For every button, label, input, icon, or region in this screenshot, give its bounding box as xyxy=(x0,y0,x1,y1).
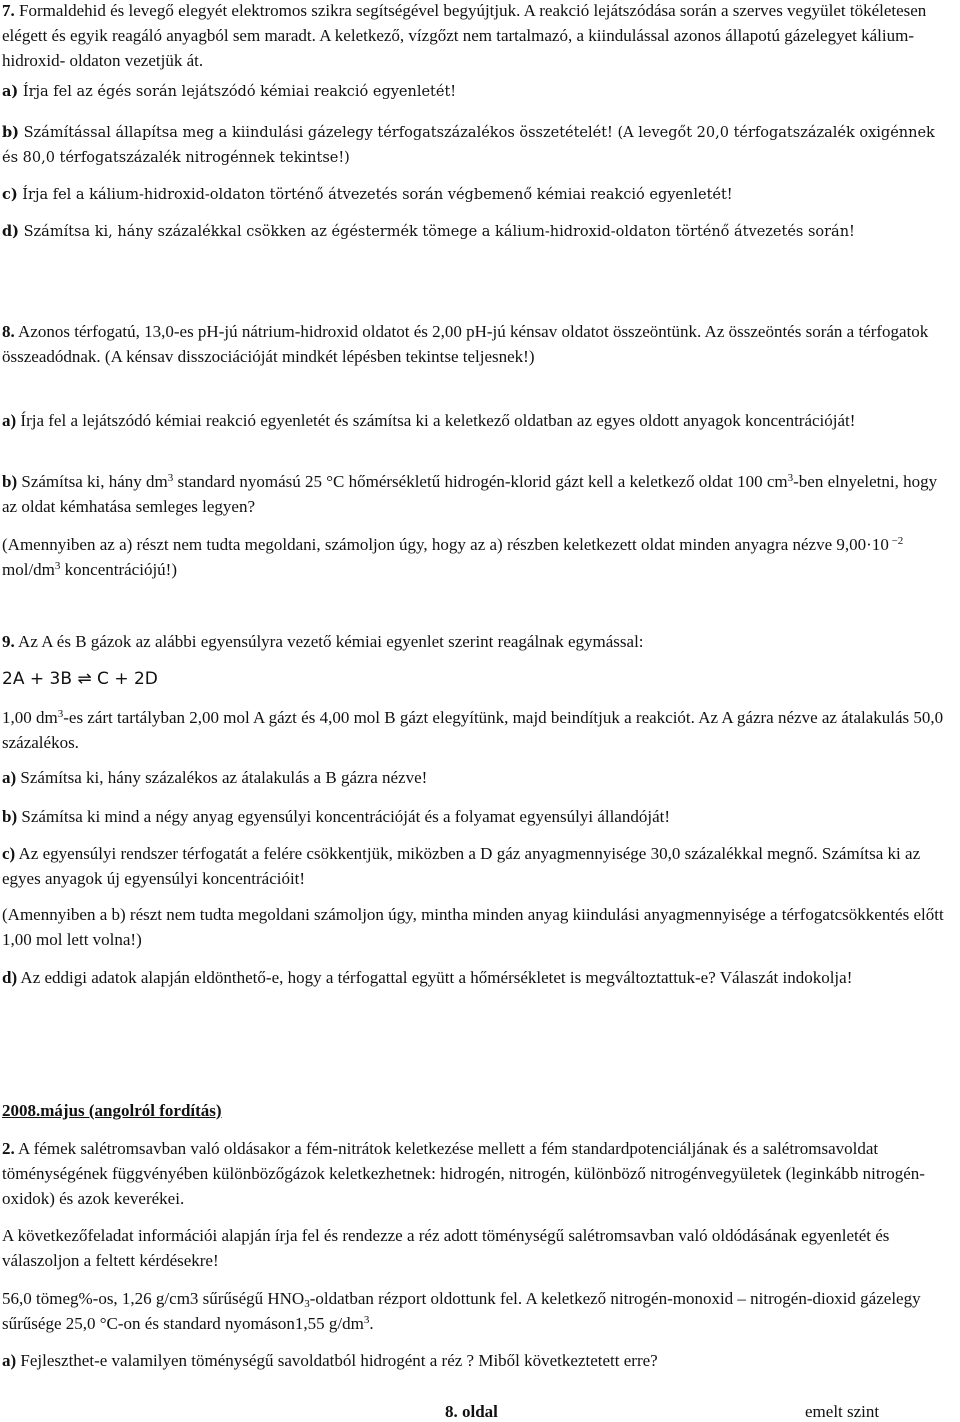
q7-text: Formaldehid és levegő elegyét elektromos szikra segítségével begyújtjuk. A reakció lejátszódása során a szerves vegyület tökéletesen elégett és egyik reagáló anyagból sem maradt. A keletkező, vízgőzt nem tartalmazó, a kiindulással azonos állapotú gázelegyet kálium-hidroxid- oldaton vezetjük át. xyxy=(2,1,927,70)
equilibrium-arrow-icon: ⇌ xyxy=(77,669,92,689)
q2-stem xyxy=(2,1136,954,1211)
q9-c-text: Az egyensúlyi rendszer térfogatát a felére csökkentjük, miközben a D gáz anyagmennyisége 30,0 százalékkal megnő. Számítsa ki az egyes anyagok új egyensúlyi koncentrációit! xyxy=(2,844,921,888)
q9-b-label: b) xyxy=(2,807,18,826)
q7-part-c xyxy=(2,182,954,208)
q7-d-text: Számítsa ki, hány százalékkal csökken az égéstermék tömege a kálium-hidroxid-oldaton történő átvezetés során! xyxy=(19,224,855,240)
q9-part-a xyxy=(2,765,954,790)
q9-c-label: c) xyxy=(2,844,16,863)
q7-b-note: (A levegőt 20,0 térfogatszázalék oxigénnek és 80,0 térfogatszázalék nitrogénnek tekintse!) xyxy=(2,125,935,166)
q8-a-label: a) xyxy=(2,411,17,430)
q9-stem xyxy=(2,629,954,654)
q7-a-text: Írja fel az égés során lejátszódó kémiai reakció egyenletét! xyxy=(18,84,457,100)
q2-text: A fémek salétromsavban való oldásakor a fém-nitrátok keletkezése mellett a fém standardpotenciáljának és a salétromsavoldat töménységének függvényében különbözőgázok keletkezhetnek: hidrogén, nitrogén, különböző nitrogénvegyületek (leginkább nitrogén-oxidok) és azok keverékei. xyxy=(2,1139,925,1208)
q9-equation xyxy=(2,667,954,692)
page-number: 8. oldal xyxy=(445,1402,498,1421)
q7-c-label: c) xyxy=(2,186,18,203)
q9-d-label: d) xyxy=(2,968,18,987)
q9-a-label: a) xyxy=(2,768,17,787)
q8-b-text-2: standard nyomású 25 °C hőmérsékletű hidrogén-klorid gázt kell a keletkező oldat 100 cm xyxy=(173,472,788,491)
q2-number: 2. xyxy=(2,1139,15,1158)
q7-d-label: d) xyxy=(2,223,19,240)
q7-b-text: Számítással állapítsa meg a kiindulási gázelegy térfogatszázalékos összetételét! xyxy=(19,125,613,141)
q9-a-text: Számítsa ki, hány százalékos az átalakulás a B gázra nézve! xyxy=(16,768,428,787)
q9-b-text: Számítsa ki mind a négy anyag egyensúlyi koncentrációját és a folyamat egyensúlyi állandóját! xyxy=(17,807,671,826)
q2-intro: A következőfeladat információi alapján írja fel és rendezze a réz adott töménységű salétromsavban való oldódásának egyenletét és válaszoljon a feltett kérdésekre! xyxy=(2,1226,890,1270)
q7-a-label: a) xyxy=(2,83,19,100)
section-heading: 2008.május (angolról fordítás) xyxy=(2,1101,222,1120)
q8-a-text: Írja fel a lejátszódó kémiai reakció egyenletét és számítsa ki a keletkező oldatban az egyes oldott anyagok koncentrációját! xyxy=(16,411,856,430)
q7-stem xyxy=(2,0,954,73)
q2-data-text-3: . xyxy=(369,1314,374,1333)
q2-data-sub: 3 xyxy=(304,1298,310,1310)
q9-part-b xyxy=(2,804,954,829)
q8-b-label: b) xyxy=(2,472,18,491)
q2-data-sup: 3 xyxy=(363,1314,370,1326)
q9-part-c xyxy=(2,841,954,891)
q8-note-sup: −2 xyxy=(888,535,904,547)
q8-stem xyxy=(2,319,954,369)
q9-note: (Amennyiben a b) részt nem tudta megoldani számoljon úgy, mintha minden anyag kiindulási anyagmennyisége a térfogatcsökkentés előtt 1,00 mol lett volna!) xyxy=(2,905,944,949)
q8-b-text-1: Számítsa ki, hány dm xyxy=(17,472,168,491)
q9-setup xyxy=(2,705,954,755)
q8-number: 8. xyxy=(2,322,15,341)
q9-setup-text-2: -es zárt tartályban 2,00 mol A gázt és 4,00 mol B gázt elegyítünk, majd beindítjuk a reakciót. Az A gázra nézve az átalakulás 50,0 százalékos. xyxy=(2,708,944,752)
q9-d-text: Az eddigi adatok alapján eldönthető-e, hogy a térfogattal együtt a hőmérsékletet is megváltoztattuk-e? Válaszát indokolja! xyxy=(17,968,853,987)
q8-b-text-3: -ben elnyeletni, hogy az oldat kémhatása semleges legyen? xyxy=(2,472,938,516)
q7-number: 7. xyxy=(2,1,15,20)
q2-data-text-1: 56,0 tömeg%-os, 1,26 g/cm3 sűrűségű HNO xyxy=(2,1289,305,1308)
q9-setup-sup: 3 xyxy=(57,708,64,720)
q2-a-text: Fejleszthet-e valamilyen töménységű savoldatból hidrogént a réz ? Miből következtetett erre? xyxy=(16,1351,658,1370)
q2-a-label: a) xyxy=(2,1351,17,1370)
q2-data xyxy=(2,1286,954,1336)
q8-b-sup-2: 3 xyxy=(787,472,794,484)
q7-part-a xyxy=(2,79,954,105)
q9-setup-text-1: 1,00 dm xyxy=(2,708,58,727)
q8-note-text-2: mol/dm xyxy=(2,560,55,579)
exam-level: emelt szint xyxy=(805,1402,880,1421)
q8-text: Azonos térfogatú, 13,0-es pH-jú nátrium-hidroxid oldatot és 2,00 pH-jú kénsav oldatot összeöntünk. Az összeöntés során a térfogatok összeadódnak. (A kénsav disszociációját mindkét lépésben tekintse teljesnek!) xyxy=(2,322,929,366)
q7-part-d xyxy=(2,219,954,245)
q8-note-text-1: (Amennyiben az a) részt nem tudta megoldani, számoljon úgy, hogy az a) részben keletkezett oldat minden anyagra nézve 9,00·10 xyxy=(2,535,889,554)
q2-data-text-2: -oldatban rézport oldottunk fel. A keletkező nitrogén-monoxid – nitrogén-dioxid gázelegy sűrűsége 25,0 °C-on és standard nyomáson1,55 g/dm xyxy=(2,1289,921,1333)
q8-note-sup-2: 3 xyxy=(54,560,61,572)
q7-c-text: Írja fel a kálium-hidroxid-oldaton történő átvezetés során végbemenő kémiai reakció egyenletét! xyxy=(17,187,733,203)
q7-part-b xyxy=(2,120,954,171)
q9-eq-right: C + 2D xyxy=(97,669,158,689)
q8-part-b xyxy=(2,469,954,519)
q9-text: Az A és B gázok az alábbi egyensúlyra vezető kémiai egyenlet szerint reagálnak egymással: xyxy=(14,632,644,651)
q2-part-a xyxy=(2,1348,954,1373)
q9-eq-left: 2A + 3B xyxy=(2,669,72,689)
q8-note xyxy=(2,532,954,582)
q8-b-sup-1: 3 xyxy=(167,472,174,484)
q8-note-text-3: koncentrációjú!) xyxy=(60,560,177,579)
q9-part-d xyxy=(2,965,954,990)
q8-part-a xyxy=(2,408,954,433)
q9-number: 9. xyxy=(2,632,15,651)
q7-b-label: b) xyxy=(2,124,19,141)
